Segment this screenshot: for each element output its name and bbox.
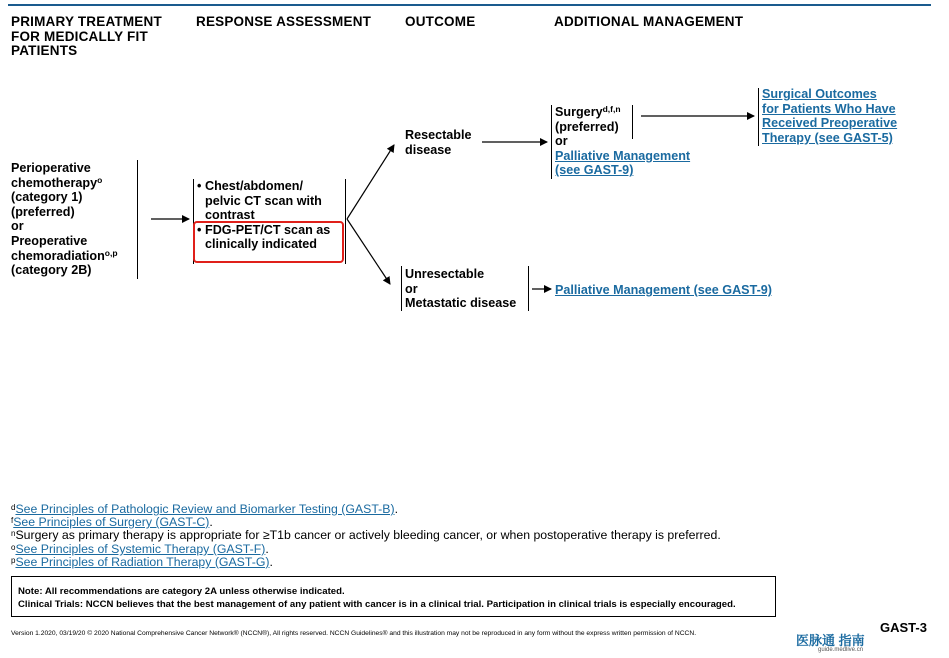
primary-line: (category 2B) [11, 263, 92, 278]
footnote-mark: n [11, 529, 16, 538]
version-line: Version 1.2020, 03/19/20 © 2020 National Comprehensive Cancer Network® (NCCN®), All rights reserved. NCCN Guidelines® and this illustration may not be reproduced in any form without the express written permission of NCCN. [11, 630, 697, 637]
palliative-management-link[interactable]: Palliative Management [555, 148, 691, 163]
header-primary-treatment: PRIMARY TREATMENT FOR MEDICALLY FIT PATIENTS [11, 14, 162, 58]
footnote-p [11, 556, 273, 570]
footnote-tail: . [394, 502, 398, 516]
header-additional-management: ADDITIONAL MANAGEMENT [554, 14, 744, 29]
surgical-outcomes-link[interactable]: Therapy (see GAST-5) [762, 130, 893, 145]
arrow-to-unresectable [347, 219, 390, 284]
surgery-preferred: (preferred) [555, 119, 619, 134]
primary-line: (category 1) [11, 190, 83, 205]
arrow-to-resectable [347, 145, 394, 219]
footnote-link[interactable]: See Principles of Surgery (GAST-C) [13, 515, 210, 529]
surgery-label: Surgery [555, 105, 603, 119]
note-box [11, 576, 776, 617]
primary-line: Perioperative [11, 161, 91, 175]
footnote-mark: o [11, 543, 16, 552]
primary-line: or [11, 219, 24, 234]
primary-line-text: chemoradiation [11, 248, 105, 263]
footnote-mark: f [11, 516, 14, 525]
outcome-line: Resectable [405, 128, 472, 142]
header-outcome: OUTCOME [405, 14, 476, 29]
logo [796, 630, 865, 653]
page-code: GAST-3 [880, 620, 927, 635]
surgical-outcomes-link[interactable]: Surgical Outcomes [762, 87, 877, 101]
response-item-text: Chest/abdomen/ pelvic CT scan with contrast [205, 179, 322, 223]
footnote-link[interactable]: See Principles of Pathologic Review and Biomarker Testing (GAST-B) [15, 502, 395, 516]
header-response-assessment: RESPONSE ASSESSMENT [196, 14, 372, 29]
response-item-highlighted: • FDG-PET/CT scan as clinically indicated [197, 223, 340, 252]
surgery-or: or [555, 134, 568, 149]
primary-line: Preoperative [11, 233, 88, 248]
palliative-management-link-2[interactable]: Palliative Management (see GAST-9) [555, 283, 772, 297]
note-line: Note: All recommendations are category 2A unless otherwise indicated. [18, 586, 345, 597]
logo-text: 医脉通 指南 [796, 633, 865, 648]
response-item-text: FDG-PET/CT scan as clinically indicated [205, 222, 331, 252]
footnote-tail: . [265, 542, 269, 556]
outcome-line: disease [405, 142, 452, 157]
footnote-ref: o [97, 174, 103, 185]
outcome-line: Unresectable [405, 267, 485, 281]
footnote-mark: d [11, 503, 16, 512]
footnote-tail: . [209, 515, 213, 529]
footnote-mark: p [11, 556, 16, 565]
logo-sub: guide.medlive.cn [818, 647, 864, 653]
footnote-ref: o,p [104, 247, 118, 258]
footnote-n [11, 529, 721, 543]
footnote-text: Surgery as primary therapy is appropriate for ≥T1b cancer or actively bleeding cancer, or when postoperative therapy is preferred. [15, 528, 721, 542]
outcome-line: or [405, 281, 418, 296]
footnote-tail: . [269, 555, 273, 569]
primary-line: (preferred) [11, 204, 75, 219]
primary-line-text: chemotherapy [11, 175, 98, 190]
surgical-outcomes-link[interactable]: Received Preoperative [762, 116, 898, 131]
footnote-link[interactable]: See Principles of Systemic Therapy (GAST-F) [15, 542, 266, 556]
footnote-link[interactable]: See Principles of Radiation Therapy (GAST-G) [15, 555, 270, 569]
outcome-line: Metastatic disease [405, 296, 517, 311]
response-item: • Chest/abdomen/ pelvic CT scan with contrast [197, 179, 340, 223]
note-line: Clinical Trials: NCCN believes that the best management of any patient with cancer is in a clinical trial. Participation in clinical trials is especially encouraged. [18, 599, 736, 610]
footnote-ref: d,f,n [602, 104, 621, 114]
palliative-management-link-ref[interactable]: (see GAST-9) [555, 163, 634, 178]
surgical-outcomes-link[interactable]: for Patients Who Have [762, 101, 896, 116]
